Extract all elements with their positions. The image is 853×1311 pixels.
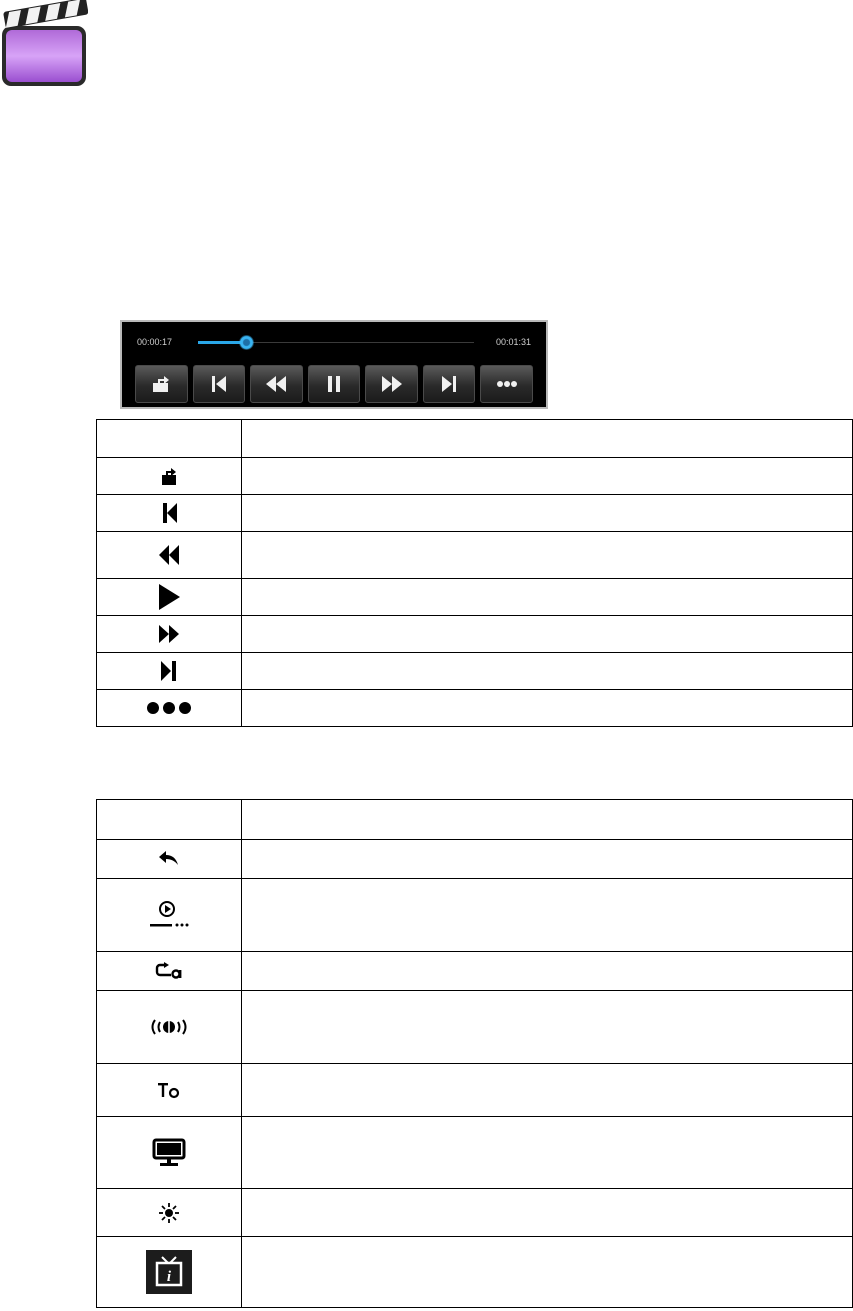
row-description [241,690,852,727]
rewind-icon [263,373,289,395]
repeat-icon [155,962,183,980]
return-button[interactable] [135,365,188,403]
table-header-row [97,420,853,458]
more-icon [145,700,193,716]
row-description [241,532,852,579]
next-icon [438,373,460,395]
pause-button[interactable] [308,365,361,403]
control-icons-table [96,419,853,727]
current-time: 00:00:17 [137,337,173,347]
table-header-desc-cell [241,420,852,458]
subtitle-icon [157,1081,181,1099]
previous-button[interactable] [193,365,246,403]
rewind-button[interactable] [250,365,303,403]
table-row [97,616,853,653]
pause-icon [323,373,345,395]
table-row [97,532,853,579]
svg-text:i: i [166,1269,172,1285]
table-header-icon-cell [97,420,242,458]
display-icon [152,1138,186,1168]
row-description [241,458,852,495]
audio-channel-icon [147,1017,191,1037]
row-description [241,579,852,616]
row-description [241,1064,852,1117]
row-description [241,840,852,879]
back-arrow-icon [157,850,181,868]
table-row [97,952,853,991]
table-row [97,840,853,879]
brightness-icon [158,1202,180,1224]
play-icon [156,583,182,611]
table-row [97,495,853,532]
fast-forward-icon [157,623,181,645]
seek-thumb[interactable] [239,335,254,350]
row-description [241,952,852,991]
table-header-row [97,800,853,840]
row-description [241,1117,852,1189]
table-header-icon-cell [97,800,242,840]
table-row [97,1117,853,1189]
row-description [241,879,852,952]
next-icon [158,659,180,683]
table-row [97,653,853,690]
table-row [97,1237,853,1308]
menu-icons-table [96,799,853,1308]
row-description [241,1189,852,1237]
player-control-bar [120,320,548,409]
previous-icon [208,373,230,395]
next-button[interactable] [423,365,476,403]
row-description [241,495,852,532]
more-button[interactable] [480,365,533,403]
table-row [97,879,853,952]
table-header-desc-cell [241,800,852,840]
return-icon [158,465,180,487]
table-row [97,1064,853,1117]
table-row [97,458,853,495]
play-mode-icon [146,899,192,931]
fast-forward-button[interactable] [365,365,418,403]
tv-info-icon [146,1250,192,1294]
table-row [97,1189,853,1237]
row-description [241,1237,852,1308]
fast-forward-icon [379,373,405,395]
return-icon [150,373,172,395]
rewind-icon [157,543,181,567]
row-description [241,991,852,1064]
row-description [241,616,852,653]
total-time: 00:01:31 [495,337,531,347]
table-row [97,690,853,727]
previous-icon [158,501,180,525]
table-row [97,991,853,1064]
more-icon [495,373,519,395]
video-app-icon [0,0,88,88]
table-row [97,579,853,616]
row-description [241,653,852,690]
